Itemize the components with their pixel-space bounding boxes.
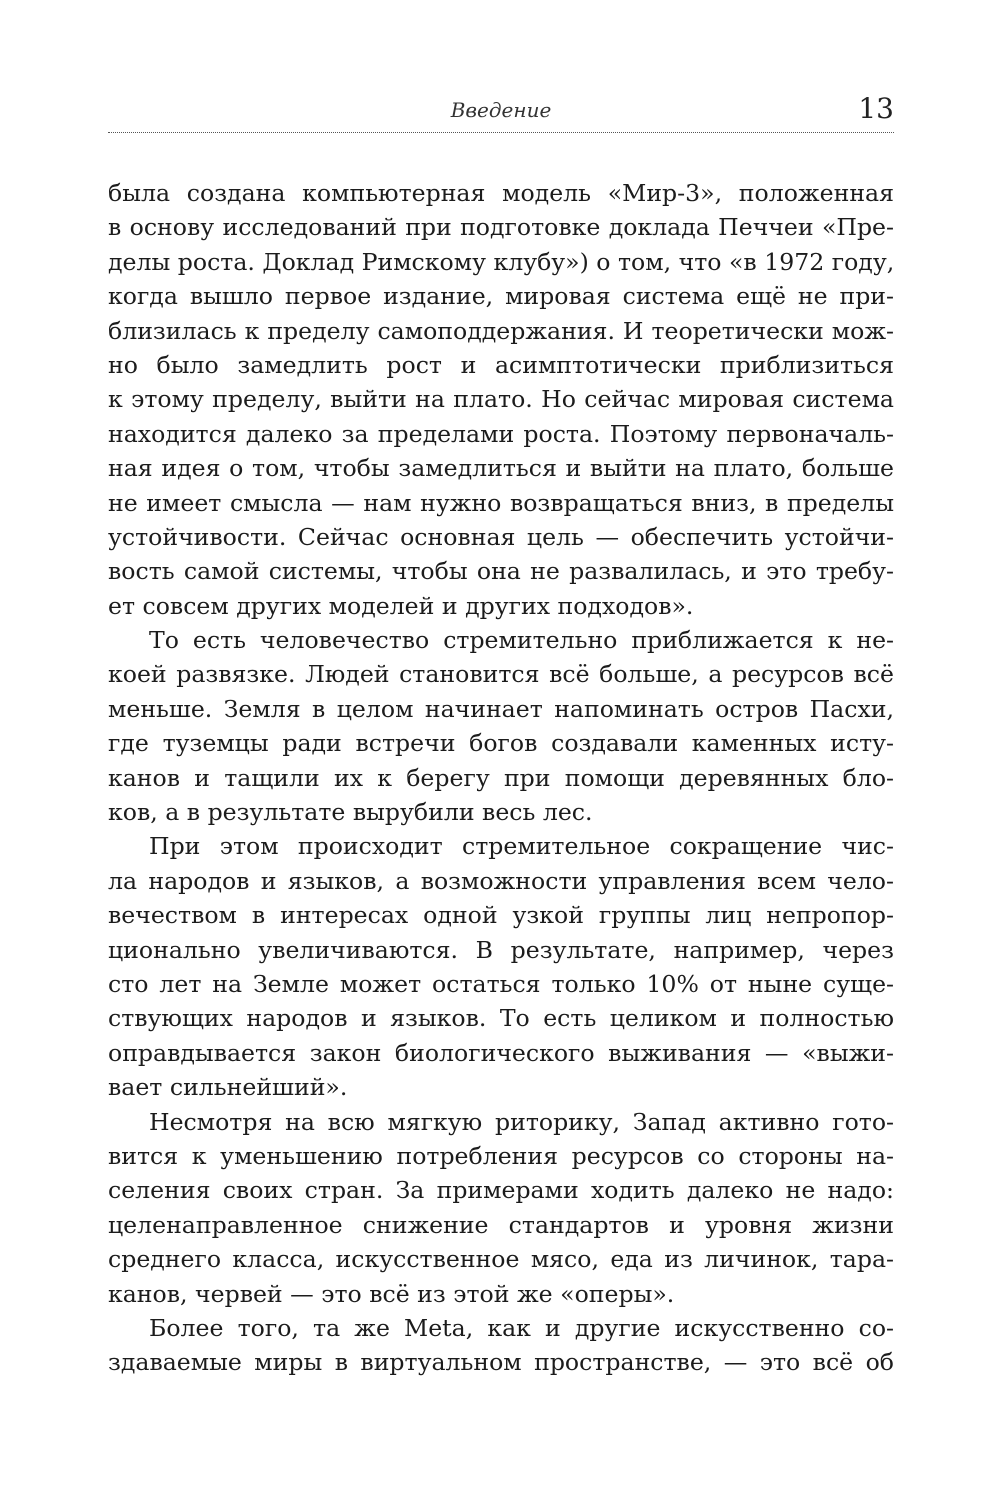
text-line: ет совсем других моделей и других подходов». (108, 591, 694, 620)
text-line: ков, а в результате вырубили весь лес. (108, 798, 593, 827)
running-head (108, 92, 894, 132)
text-line: к этому пределу, выйти на плато. Но сейчас мировая система (108, 385, 894, 414)
text-line: сто лет на Земле может остаться только 10% от ныне суще- (108, 969, 894, 998)
text-line: где туземцы ради встречи богов создавали каменных исту- (108, 729, 894, 758)
page-number: 13 (858, 92, 894, 125)
text-line: когда вышло первое издание, мировая система ещё не при- (108, 282, 894, 311)
text-line: меньше. Земля в целом начинает напоминать остров Пасхи, (108, 694, 894, 723)
text-line: близилась к пределу самоподдержания. И теоретически мож- (108, 316, 894, 345)
text-line: ная идея о том, чтобы замедлиться и выйти на плато, больше (108, 454, 894, 483)
text-line: ствующих народов и языков. То есть целиком и полностью (108, 1004, 894, 1033)
text-line: не имеет смысла — нам нужно возвращаться вниз, в пределы (108, 488, 894, 517)
text-line: коей развязке. Людей становится всё больше, а ресурсов всё (108, 660, 894, 689)
text-line: здаваемые миры в виртуальном пространстве, — это всё об (108, 1348, 894, 1377)
text-line: вает сильнейший». (108, 1073, 348, 1102)
text-line: Несмотря на всю мягкую риторику, Запад активно гото- (149, 1107, 894, 1136)
text-line: вится к уменьшению потребления ресурсов со стороны на- (108, 1141, 894, 1170)
text-line: ла народов и языков, а возможности управления всем чело- (108, 866, 894, 895)
text-line: находится далеко за пределами роста. Поэтому первоначаль- (108, 419, 894, 448)
text-line: была создана компьютерная модель «Мир-3», положенная (108, 179, 894, 207)
text-line: селения своих стран. За примерами ходить далеко не надо: (108, 1176, 894, 1205)
text-line: ционально увеличиваются. В результате, например, через (108, 935, 894, 964)
running-title: Введение (450, 98, 552, 122)
text-line: целенаправленное снижение стандартов и уровня жизни (108, 1210, 894, 1239)
header-divider (108, 132, 894, 133)
text-line: вечеством в интересах одной узкой группы лиц непропор- (108, 901, 894, 930)
text-line: в основу исследований при подготовке доклада Печчеи «Пре- (108, 213, 894, 242)
text-line: То есть человечество стремительно приближается к не- (149, 626, 894, 655)
text-line: делы роста. Доклад Римскому клубу») о том, что «в 1972 году, (108, 247, 895, 276)
text-line: оправдывается закон биологического выживания — «выжи- (108, 1038, 894, 1067)
text-line: но было замедлить рост и асимптотически приблизиться (108, 350, 894, 379)
text-line: среднего класса, искусственное мясо, еда из личинок, тара- (108, 1245, 894, 1274)
text-line: Более того, та же Meta, как и другие искусственно со- (149, 1313, 894, 1342)
text-line: При этом происходит стремительное сокращение чис- (149, 832, 894, 861)
text-line: устойчивости. Сейчас основная цель — обеспечить устойчи- (108, 522, 894, 551)
text-line: вость самой системы, чтобы она не развалилась, и это требу- (108, 557, 894, 586)
body-text (108, 176, 894, 1380)
text-line: канов, червей — это всё из этой же «оперы». (108, 1279, 675, 1308)
text-line: канов и тащили их к берегу при помощи деревянных бло- (108, 763, 894, 792)
